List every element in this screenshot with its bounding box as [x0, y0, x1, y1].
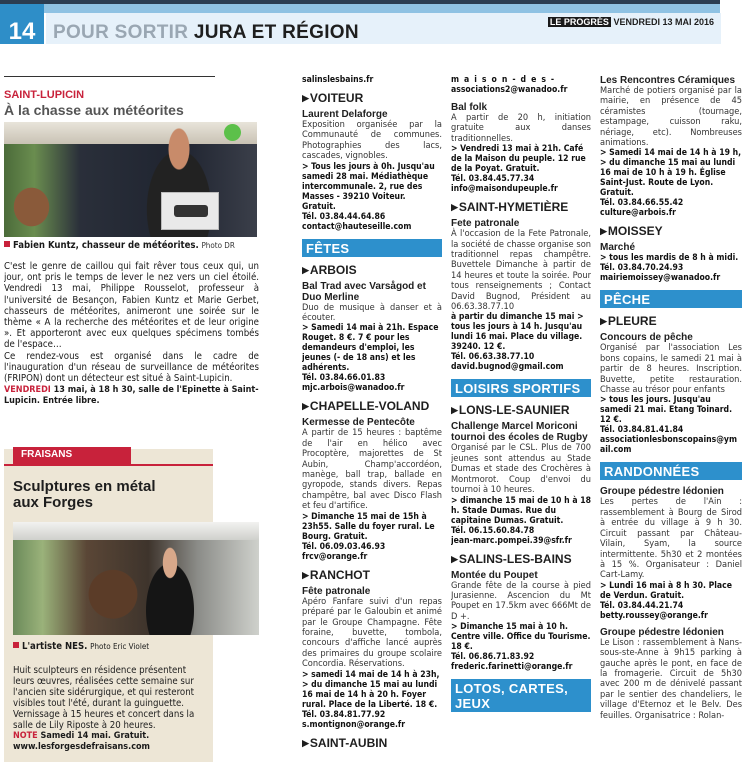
- town-heading: ▶SAINT-AUBIN: [302, 735, 388, 750]
- event-email: contact@hauteseille.com: [302, 221, 412, 232]
- event-email: mjc.arbois@wanadoo.fr: [302, 383, 405, 394]
- page-section-title: [53, 22, 359, 44]
- event-description: Marché de potiers organisé par la mairie, en présence de 45 céramistes (tournage, estampage, cuisson raku, nériage, etc). Nombreuses animations.: [600, 85, 742, 149]
- town-heading: ▶MOISSEY: [600, 224, 663, 239]
- event-email: mairiemoissey@wanadoo.fr: [600, 273, 721, 284]
- event-email: jean-marc.pompei.39@sfr.fr: [451, 535, 572, 546]
- event-description: Exposition organisée par la Communauté de communes. Photographies des lacs, cascades, vignobles.: [302, 119, 442, 162]
- event-info: > tous les jours. Jusqu'au samedi 21 mai. Etang Toinard. 12 €.: [600, 395, 733, 426]
- event-description: A partir de 15 heures : baptême de l'air en hélico avec Procoptère, majorettes de St Aubin, Champ'accordéon, manège, ball trap, ballade en gyropode, stands divers. Repas champêtre, bal avec Disco Flash et feu d'artifice.: [302, 427, 442, 512]
- event-email: betty.roussey@orange.fr: [600, 610, 708, 621]
- event-description: À l'occasion de la Fete Patronale, la société de chasse organise son traditionnel repas champêtre. Buvettele Dimanche à partir de 14 heures et toute la soirée. Pour tous renseignements ; Contact David Bugnod, Président au 06.63.38.77.10: [451, 228, 591, 313]
- event-title: Laurent Delaforge: [302, 109, 388, 120]
- triangle-right-icon: ▶: [600, 316, 607, 327]
- newspaper-logo: LE PROGRÈS: [549, 17, 609, 27]
- triangle-right-icon: ▶: [302, 93, 309, 103]
- article-body: C'est le genre de caillou qui fait rêver tous ceux qui, un jour, ont pris le temps de lever le nez vers un ciel étoilé. Vendredi 13 mai, Philippe Rousselot, professeur à l'université de Besançon, Fabien Kuntz et Marie Gerbet, chasseurs de météorites, animeront une soirée sur le thème « A la recherche des météorites et de leur origine ». Et apporteront avec eux quelques spécimens tombés de l'espace…: [4, 261, 259, 351]
- event-info: > Lundi 16 mai à 8 h 30. Place de Verdun. Gratuit.: [600, 580, 732, 601]
- event-description: Apéro Fanfare suivi d'un repas préparé par le Galoubin et animé par le Groupe Champagne. Fête foraine, buvette, tombola, concours d'affiche lancé auprès des primaires du groupe scolaire Concordia. Réservations.: [302, 595, 442, 670]
- event-phone: Tél. 03.84.44.21.74: [600, 600, 684, 611]
- email: associations2@wanadoo.fr: [451, 85, 568, 95]
- event-phone: Tél. 03.84.66.01.83: [302, 373, 386, 384]
- header-band: [0, 4, 720, 13]
- event-phone: Tél. 03.84.66.55.42: [600, 198, 684, 209]
- event-email: frcv@orange.fr: [302, 551, 368, 562]
- photo-caption: L'artiste NES. Photo Eric Violet: [13, 641, 149, 652]
- section-peche: PÊCHE: [600, 290, 742, 308]
- article-tag: FRAISANS: [13, 447, 131, 464]
- event-info: > Vendredi 13 mai à 21h. Café de la Maison du peuple. 12 rue de la Poyat. Gratuit.: [451, 144, 586, 175]
- event-phone: Tél. 03.84.44.64.86: [302, 211, 386, 222]
- event-title: Concours de pêche: [600, 332, 693, 344]
- event-phone: Tél. 06.09.03.46.93: [302, 541, 386, 552]
- event-title: Montée du Poupet: [451, 569, 538, 581]
- event-phone: Tél. 03.84.70.24.93: [600, 263, 684, 274]
- event-description: Organisé par l'association Les bons copains, le samedi 21 mai à partir de 8 heures. Inscription. Buvette, petite restauration. Chasse au trésor pour enfants: [600, 342, 742, 396]
- event-email: associationlesbonscopains@ymail.com: [600, 435, 738, 456]
- page-number: 14: [0, 4, 44, 44]
- website-link[interactable]: www.lesforgesdefraisans.com: [13, 742, 150, 752]
- town-heading: ▶SALINS-LES-BAINS: [451, 551, 572, 566]
- event-description: Le Lison : rassemblement à Nans-sous-ste-Anne à 9h15 parking à gauche après le pont, en face de la fromagerie. Circuit de 5h30 avec 200 m de dénivelé passant par le sentier des chandeliers, le village d'Eternoz et le Belv. Des feuilles. Organisatrice : Rolan-: [600, 636, 742, 721]
- event-phone: Tél. 03.84.81.41.84: [600, 425, 684, 436]
- town-heading: ▶CHAPELLE-VOLAND: [302, 399, 430, 414]
- event-info: > dimanche 15 mai de 10 h à 18 h. Stade Dumas. Rue du capitaine Dumas. Gratuit.: [451, 495, 591, 526]
- triangle-right-icon: ▶: [302, 737, 309, 748]
- event-description: Organisé par le CSL. Plus de 700 jeunes sont attendus au Stade Dumas et stade des Crochères à Montmorot. Coup d'envoi du tournoi à 10 heures.: [451, 442, 591, 496]
- email-fragment: maison-des-: [451, 75, 560, 85]
- triangle-right-icon: ▶: [600, 226, 607, 237]
- event-phone: Tél. 06.86.71.83.92: [451, 652, 535, 663]
- photo-credit: Photo Eric Violet: [90, 642, 150, 651]
- event-title: Challenge Marcel Moriconi tournoi des écoles de Rugby: [451, 421, 588, 444]
- event-title: Kermesse de Pentecôte: [302, 417, 415, 429]
- article-kicker: SAINT-LUPICIN: [4, 89, 85, 101]
- town-heading: ▶RANCHOT: [302, 567, 370, 582]
- listings-column-2: [302, 75, 442, 750]
- event-phone: Tél. 03.84.45.77.34: [451, 174, 535, 185]
- event-email: s.montignon@orange.fr: [302, 719, 406, 730]
- event-title: Bal Trad avec Varsågod et Duo Merline: [302, 280, 426, 303]
- event-description: Grande fête de la course à pied Jurasienne. Ascencion du Mt Poupet en 17.5km avec 666Mt de D +.: [451, 579, 591, 622]
- section-loisirs-sportifs: LOISIRS SPORTIFS: [451, 379, 591, 397]
- triangle-right-icon: ▶: [302, 569, 309, 580]
- event-email: frederic.farinetti@orange.fr: [451, 662, 573, 673]
- article-body: Huit sculpteurs en résidence présentent leurs œuvres, réalisées cette semaine sur l'ancien site sidérurgique, et qui resteront visibles tout l'été, durant la guinguette. Vernissage à 15 heures et concert dans la salle de Lily Riposte à 20 heures.: [13, 665, 195, 731]
- triangle-right-icon: ▶: [302, 264, 309, 275]
- section-randonnees: RANDONNÉES: [600, 462, 742, 480]
- listings-column-3: [451, 75, 591, 712]
- photo-credit: Photo DR: [201, 241, 235, 250]
- event-description: Duo de musique à danser et à écouter.: [302, 301, 442, 324]
- article-body-2: Ce rendez-vous est organisé dans le cadre de l'inauguration d'un réseau de surveillance de météorites (FRIPON) dont un détecteur est situé à Saint-Lupicin.: [4, 350, 259, 385]
- event-title: Bal folk: [451, 102, 488, 113]
- town-heading: ▶ARBOIS: [302, 262, 357, 277]
- section-region: JURA ET RÉGION: [193, 22, 359, 43]
- article-headline: Sculptures en métal aux Forges: [13, 478, 156, 511]
- event-title: Marché: [600, 242, 636, 254]
- caption-square-icon: [13, 642, 19, 648]
- event-phone: Tél. 06.15.60.84.78: [451, 525, 535, 536]
- event-title: Fete patronale: [451, 218, 520, 230]
- section-label: POUR SORTIR: [53, 22, 189, 43]
- event-info: > Dimanche 15 mai de 15h à 23h55. Salle du foyer rural. Le Bourg. Gratuit.: [302, 511, 435, 542]
- event-description: A partir de 20 h, initiation gratuite aux danses traditionnelles.: [451, 112, 591, 144]
- event-info: > tous les mardis de 8 h à midi.: [600, 253, 739, 264]
- event-title: Les Rencontres Céramiques: [600, 75, 736, 86]
- article-info: VENDREDI 13 mai, à 18 h 30, salle de l'Epinette à Saint-Lupicin. Entrée libre.: [4, 385, 259, 407]
- event-info: > Samedi 14 mai à 21h. Espace Rouget. 8 €. 7 € pour les demandeurs d'emploi, les jeunes (- de 18 ans) et les adhérents.: [302, 323, 439, 374]
- email: salinslesbains.fr: [302, 75, 374, 85]
- town-heading: ▶PLEURE: [600, 314, 657, 329]
- town-heading: ▶LONS-LE-SAUNIER: [451, 403, 570, 418]
- triangle-right-icon: ▶: [451, 405, 458, 416]
- caption-square-icon: [4, 241, 10, 247]
- masthead-date: [548, 17, 714, 27]
- section-fetes: FÊTES: [302, 239, 442, 257]
- event-phone: Tél. 03.84.81.77.92: [302, 709, 386, 720]
- event-description: Les pertes de l'Ain : rassemblement à Bourg de Sirod à entrée du village à 9 h 30. Circuit passant par Château-Vilain, Syam, la source intermittente. 5h30 et 2 montées à 15 %. Organisateur : Daniel Cart-Lamy.: [600, 496, 742, 581]
- tag-underline: [4, 464, 213, 466]
- article-headline: À la chasse aux météorites: [4, 102, 184, 118]
- article-meteorites: [4, 68, 259, 407]
- article-photo: [13, 522, 259, 635]
- town-heading: ▶SAINT-HYMETIÈRE: [451, 200, 569, 215]
- event-info: à partir du dimanche 15 mai > tous les jours à 14 h. Jusqu'au lundi 16 mai. Place du village. 39240. 12 €.: [451, 312, 584, 353]
- triangle-right-icon: ▶: [302, 401, 309, 412]
- event-title: Groupe pédestre lédonien: [600, 486, 724, 498]
- event-email: info@maisondupeuple.fr: [451, 184, 558, 195]
- photo-caption: Fabien Kuntz, chasseur de météorites. Photo DR: [4, 240, 259, 251]
- event-title: Groupe pédestre lédonien: [600, 626, 724, 638]
- triangle-right-icon: ▶: [451, 202, 458, 213]
- section-lotos-cartes-jeux: LOTOS, CARTES, JEUX: [451, 679, 591, 712]
- event-title: Fête patronale: [302, 585, 371, 597]
- issue-date: VENDREDI 13 MAI 2016: [613, 17, 714, 27]
- event-email: culture@arbois.fr: [600, 208, 676, 219]
- event-phone: Tél. 06.63.38.77.10: [451, 352, 535, 363]
- triangle-right-icon: ▶: [451, 553, 458, 564]
- event-info: > Tous les jours à 0h. Jusqu'au samedi 28 mai. Médiathèque intercommunale. 2, rue des Masses - 39210 Voiteur. Gratuit.: [302, 161, 435, 212]
- article-photo: [4, 122, 257, 237]
- event-info: > samedi 14 mai de 14 h à 23h, > du dimanche 15 mai au lundi 16 mai de 14 h à 20 h. Foyer rural. Place de la Liberté. 18 €.: [302, 669, 440, 710]
- article-note: NOTE Samedi 14 mai. Gratuit. www.lesforgesdefraisans.com: [13, 731, 150, 752]
- town-heading: ▶VOITEUR: [302, 91, 364, 105]
- divider: [4, 76, 215, 77]
- listings-column-4: [600, 75, 742, 721]
- event-email: david.bugnod@gmail.com: [451, 362, 564, 373]
- event-info: > Dimanche 15 mai à 10 h. Centre ville. Office du Tourisme. 18 €.: [451, 622, 591, 653]
- event-info: > Samedi 14 mai de 14 h à 19 h, > du dimanche 15 mai au lundi 16 mai de 10 h à 19 h. Église Saint-Just. Route de Lyon. Gratuit.: [600, 148, 742, 199]
